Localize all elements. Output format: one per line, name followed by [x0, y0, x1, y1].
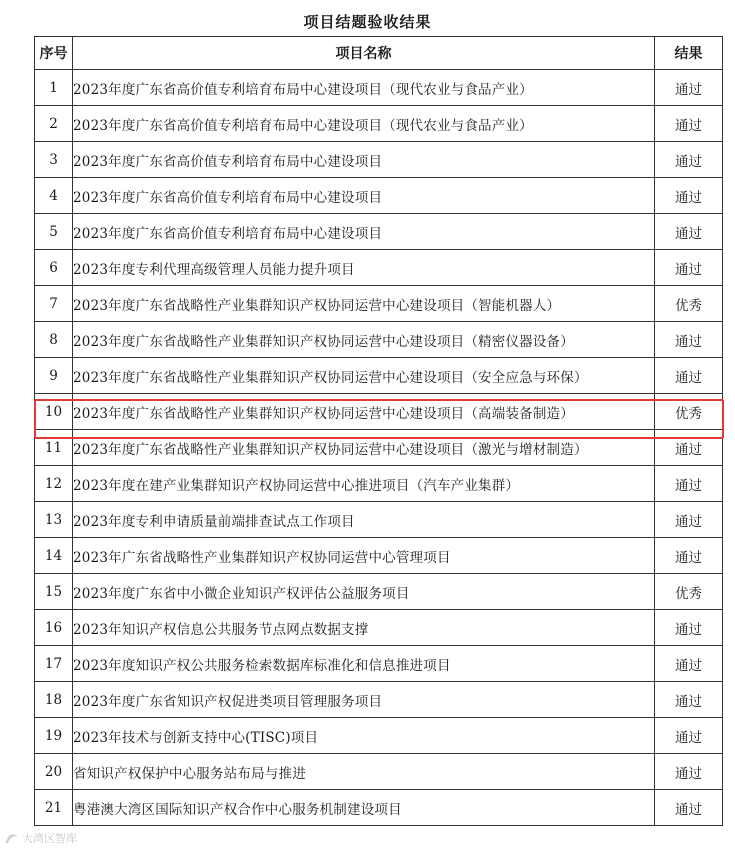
table-row — [35, 610, 723, 646]
table-row — [35, 502, 723, 538]
project-name: 2023年度在建产业集群知识产权协同运营中心推进项目（汽车产业集群） — [73, 466, 655, 502]
page-title: 项目结题验收结果 — [303, 13, 432, 31]
table-row — [35, 538, 723, 574]
table-row — [35, 718, 723, 754]
table-row — [35, 106, 723, 142]
result-value: 通过 — [655, 610, 723, 646]
project-name: 2023年度广东省高价值专利培育布局中心建设项目 — [73, 214, 655, 250]
row-number: 5 — [35, 214, 73, 250]
result-value: 通过 — [655, 358, 723, 394]
row-number: 14 — [35, 538, 73, 574]
table-row — [35, 70, 723, 106]
table-row — [35, 430, 723, 466]
row-number: 6 — [35, 250, 73, 286]
result-value: 通过 — [655, 214, 723, 250]
row-number: 17 — [35, 646, 73, 682]
row-number: 8 — [35, 322, 73, 358]
table-row — [35, 682, 723, 718]
result-value: 通过 — [655, 322, 723, 358]
table-body — [35, 70, 723, 826]
row-number: 10 — [35, 394, 73, 430]
table-header-row — [35, 37, 723, 70]
project-name: 2023年度广东省高价值专利培育布局中心建设项目 — [73, 178, 655, 214]
table-row — [35, 286, 723, 322]
row-number: 15 — [35, 574, 73, 610]
row-number: 12 — [35, 466, 73, 502]
result-value: 通过 — [655, 754, 723, 790]
results-table — [34, 36, 723, 826]
project-name: 省知识产权保护中心服务站布局与推进 — [73, 754, 655, 790]
row-number: 19 — [35, 718, 73, 754]
table-row — [35, 646, 723, 682]
result-value: 通过 — [655, 70, 723, 106]
table-row — [35, 358, 723, 394]
row-number: 2 — [35, 106, 73, 142]
result-value: 通过 — [655, 502, 723, 538]
project-name: 2023年度广东省战略性产业集群知识产权协同运营中心建设项目（精密仪器设备） — [73, 322, 655, 358]
project-name: 2023年度专利申请质量前端排查试点工作项目 — [73, 502, 655, 538]
project-name: 粤港澳大湾区国际知识产权合作中心服务机制建设项目 — [73, 790, 655, 826]
row-number: 13 — [35, 502, 73, 538]
result-value: 通过 — [655, 250, 723, 286]
project-name: 2023年度广东省战略性产业集群知识产权协同运营中心建设项目（智能机器人） — [73, 286, 655, 322]
row-number: 20 — [35, 754, 73, 790]
project-name: 2023年度广东省知识产权促进类项目管理服务项目 — [73, 682, 655, 718]
result-value: 通过 — [655, 718, 723, 754]
watermark-logo-icon — [4, 831, 20, 845]
result-value: 优秀 — [655, 574, 723, 610]
watermark — [4, 830, 77, 846]
project-name: 2023年度广东省战略性产业集群知识产权协同运营中心建设项目（高端装备制造） — [73, 394, 655, 430]
row-number: 18 — [35, 682, 73, 718]
row-number: 7 — [35, 286, 73, 322]
row-number: 4 — [35, 178, 73, 214]
result-value: 通过 — [655, 682, 723, 718]
project-name: 2023年度知识产权公共服务检索数据库标准化和信息推进项目 — [73, 646, 655, 682]
result-value: 通过 — [655, 790, 723, 826]
table-row — [35, 250, 723, 286]
row-number: 9 — [35, 358, 73, 394]
table-row — [35, 214, 723, 250]
header-result: 结果 — [655, 37, 723, 70]
table-row — [35, 754, 723, 790]
table-row — [35, 142, 723, 178]
project-name: 2023年度广东省战略性产业集群知识产权协同运营中心建设项目（安全应急与环保） — [73, 358, 655, 394]
row-number: 21 — [35, 790, 73, 826]
table-row — [35, 574, 723, 610]
result-value: 通过 — [655, 538, 723, 574]
project-name: 2023年知识产权信息公共服务节点网点数据支撑 — [73, 610, 655, 646]
row-number: 3 — [35, 142, 73, 178]
project-name: 2023年广东省战略性产业集群知识产权协同运营中心管理项目 — [73, 538, 655, 574]
result-value: 通过 — [655, 142, 723, 178]
result-value: 优秀 — [655, 286, 723, 322]
row-number: 11 — [35, 430, 73, 466]
result-value: 通过 — [655, 106, 723, 142]
project-name: 2023年度广东省高价值专利培育布局中心建设项目 — [73, 142, 655, 178]
project-name: 2023年度专利代理高级管理人员能力提升项目 — [73, 250, 655, 286]
row-number: 16 — [35, 610, 73, 646]
header-name: 项目名称 — [73, 37, 655, 70]
header-no: 序号 — [35, 37, 73, 70]
row-number: 1 — [35, 70, 73, 106]
project-name: 2023年度广东省中小微企业知识产权评估公益服务项目 — [73, 574, 655, 610]
result-value: 通过 — [655, 466, 723, 502]
project-name: 2023年度广东省高价值专利培育布局中心建设项目（现代农业与食品产业） — [73, 70, 655, 106]
project-name: 2023年度广东省高价值专利培育布局中心建设项目（现代农业与食品产业） — [73, 106, 655, 142]
table-row — [35, 790, 723, 826]
table-row-highlighted — [35, 394, 723, 430]
result-value: 通过 — [655, 646, 723, 682]
result-value: 通过 — [655, 178, 723, 214]
project-name: 2023年度广东省战略性产业集群知识产权协同运营中心建设项目（激光与增材制造） — [73, 430, 655, 466]
table-row — [35, 178, 723, 214]
table-row — [35, 466, 723, 502]
table-row — [35, 322, 723, 358]
result-value: 优秀 — [655, 394, 723, 430]
result-value: 通过 — [655, 430, 723, 466]
watermark-text: 大湾区智库 — [22, 832, 77, 845]
project-name: 2023年技术与创新支持中心(TISC)项目 — [73, 718, 655, 754]
